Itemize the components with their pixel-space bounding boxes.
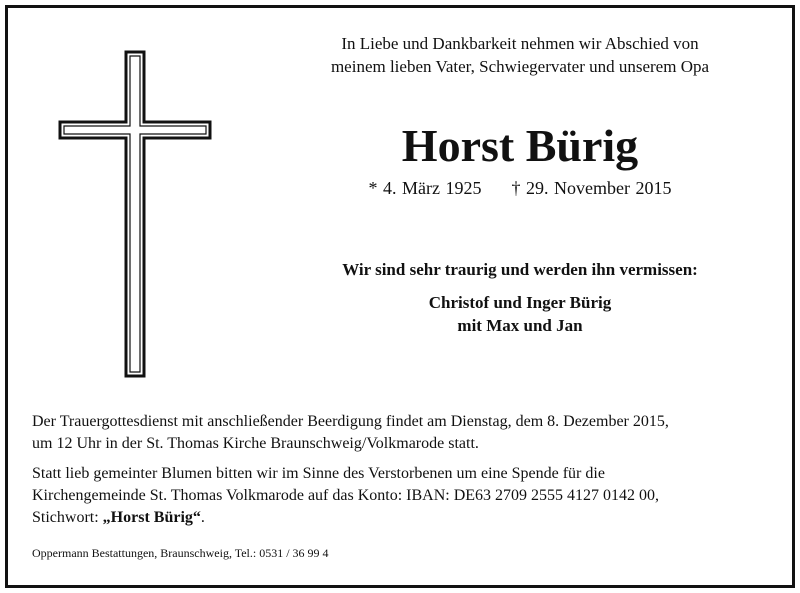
keyword-suffix: . (200, 509, 205, 526)
mourner-line: mit Max und Jan (457, 316, 583, 335)
donation-line: Statt lieb gemeinter Blumen bitten wir im Sinne des Verstorbenen um eine Spende für die (32, 465, 605, 482)
death-date: † 29. November 2015 (511, 178, 672, 198)
keyword-label: Stichwort: (32, 509, 103, 526)
donation-notice (32, 463, 774, 529)
mourner-line: Christof und Inger Bürig (428, 293, 612, 312)
service-notice (32, 411, 774, 455)
donation-line: Kirchengemeinde St. Thomas Volkmarode auf das Konto: IBAN: DE63 2709 2555 4127 0142 00, (32, 487, 660, 504)
intro-line: In Liebe und Dankbarkeit nehmen wir Abschied von (341, 34, 699, 53)
undertaker-info: Oppermann Bestattungen, Braunschweig, Tel.: 0531 / 36 99 4 (32, 546, 329, 560)
intro-line: meinem lieben Vater, Schwiegervater und unserem Opa (330, 57, 710, 76)
mourning-heading: Wir sind sehr traurig und werden ihn vermissen: (342, 260, 698, 279)
life-dates (280, 176, 760, 200)
intro-text (280, 32, 760, 78)
service-line: um 12 Uhr in der St. Thomas Kirche Braunschweig/Volkmarode statt. (32, 435, 479, 452)
cross-icon (58, 50, 212, 378)
service-line: Der Trauergottesdienst mit anschließender Beerdigung findet am Dienstag, dem 8. Dezember 2015, (32, 413, 669, 430)
mourners-list (280, 291, 760, 337)
donation-keyword-line (32, 507, 774, 529)
birth-date: * 4. März 1925 (368, 178, 482, 198)
keyword-value: „Horst Bürig“ (102, 509, 201, 526)
deceased-name: Horst Bürig (401, 120, 639, 171)
